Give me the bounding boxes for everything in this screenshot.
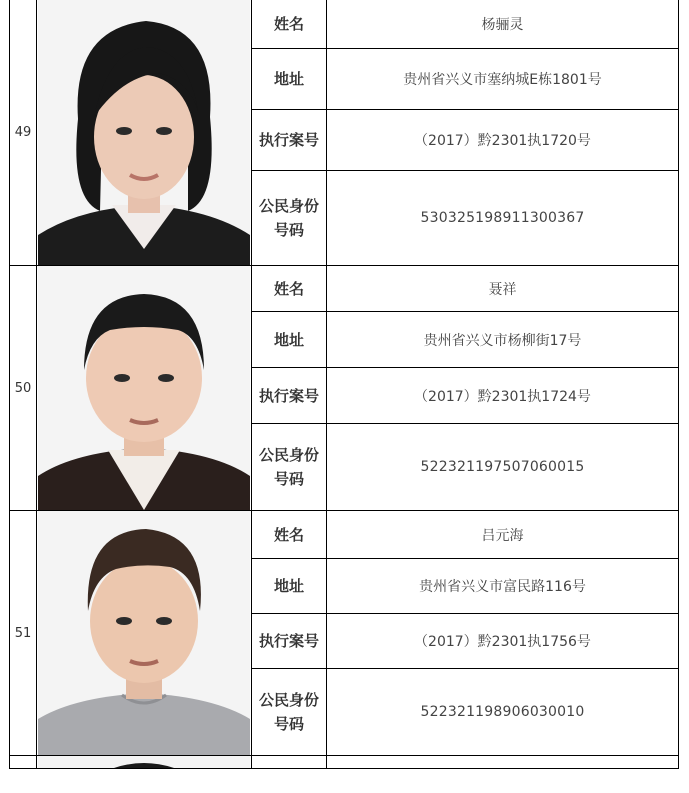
record-number: 49 [10,0,37,266]
field-label-name: 姓名 [252,0,327,49]
name-value: 吕元海 [327,511,679,559]
partial-number-cell [10,756,37,769]
field-label-case: 执行案号 [252,368,327,424]
address-value: 贵州省兴义市富民路116号 [327,559,679,614]
address-value: 贵州省兴义市杨柳街17号 [327,312,679,368]
case-number-value: （2017）黔2301执1756号 [327,614,679,669]
field-label-address: 地址 [252,49,327,110]
portrait-photo [38,266,250,510]
record-row [10,511,679,559]
field-label-case: 执行案号 [252,110,327,171]
field-label-id-line1: 公民身份 [258,446,319,464]
field-label-id-line1: 公民身份 [258,691,319,709]
partial-value-cell [327,756,679,769]
field-label-id [252,424,327,511]
roster-table [9,0,679,769]
field-label-id-line2: 号码 [273,715,304,733]
field-label-case: 执行案号 [252,614,327,669]
field-label-id [252,171,327,266]
id-number-value: 522321197507060015 [327,424,679,511]
record-row-partial [10,756,679,769]
portrait-photo [38,511,250,755]
partial-field-cell [252,756,327,769]
field-label-id-line1: 公民身份 [258,197,319,215]
portrait-cell [37,0,252,266]
partial-portrait-photo [38,756,250,768]
record-row [10,266,679,312]
field-label-id-line2: 号码 [273,470,304,488]
record-number: 50 [10,266,37,511]
field-label-address: 地址 [252,559,327,614]
field-label-address: 地址 [252,312,327,368]
record-row [10,0,679,49]
portrait-cell [37,266,252,511]
field-label-name: 姓名 [252,511,327,559]
name-value: 聂祥 [327,266,679,312]
portrait-photo [38,0,250,265]
id-number-value: 522321198906030010 [327,669,679,756]
field-label-id-line2: 号码 [273,221,304,239]
name-value: 杨骊灵 [327,0,679,49]
case-number-value: （2017）黔2301执1720号 [327,110,679,171]
id-number-value: 530325198911300367 [327,171,679,266]
address-value: 贵州省兴义市塞纳城E栋1801号 [327,49,679,110]
record-number: 51 [10,511,37,756]
case-number-value: （2017）黔2301执1724号 [327,368,679,424]
field-label-id [252,669,327,756]
field-label-name: 姓名 [252,266,327,312]
portrait-cell [37,511,252,756]
partial-photo-cell [37,756,252,769]
